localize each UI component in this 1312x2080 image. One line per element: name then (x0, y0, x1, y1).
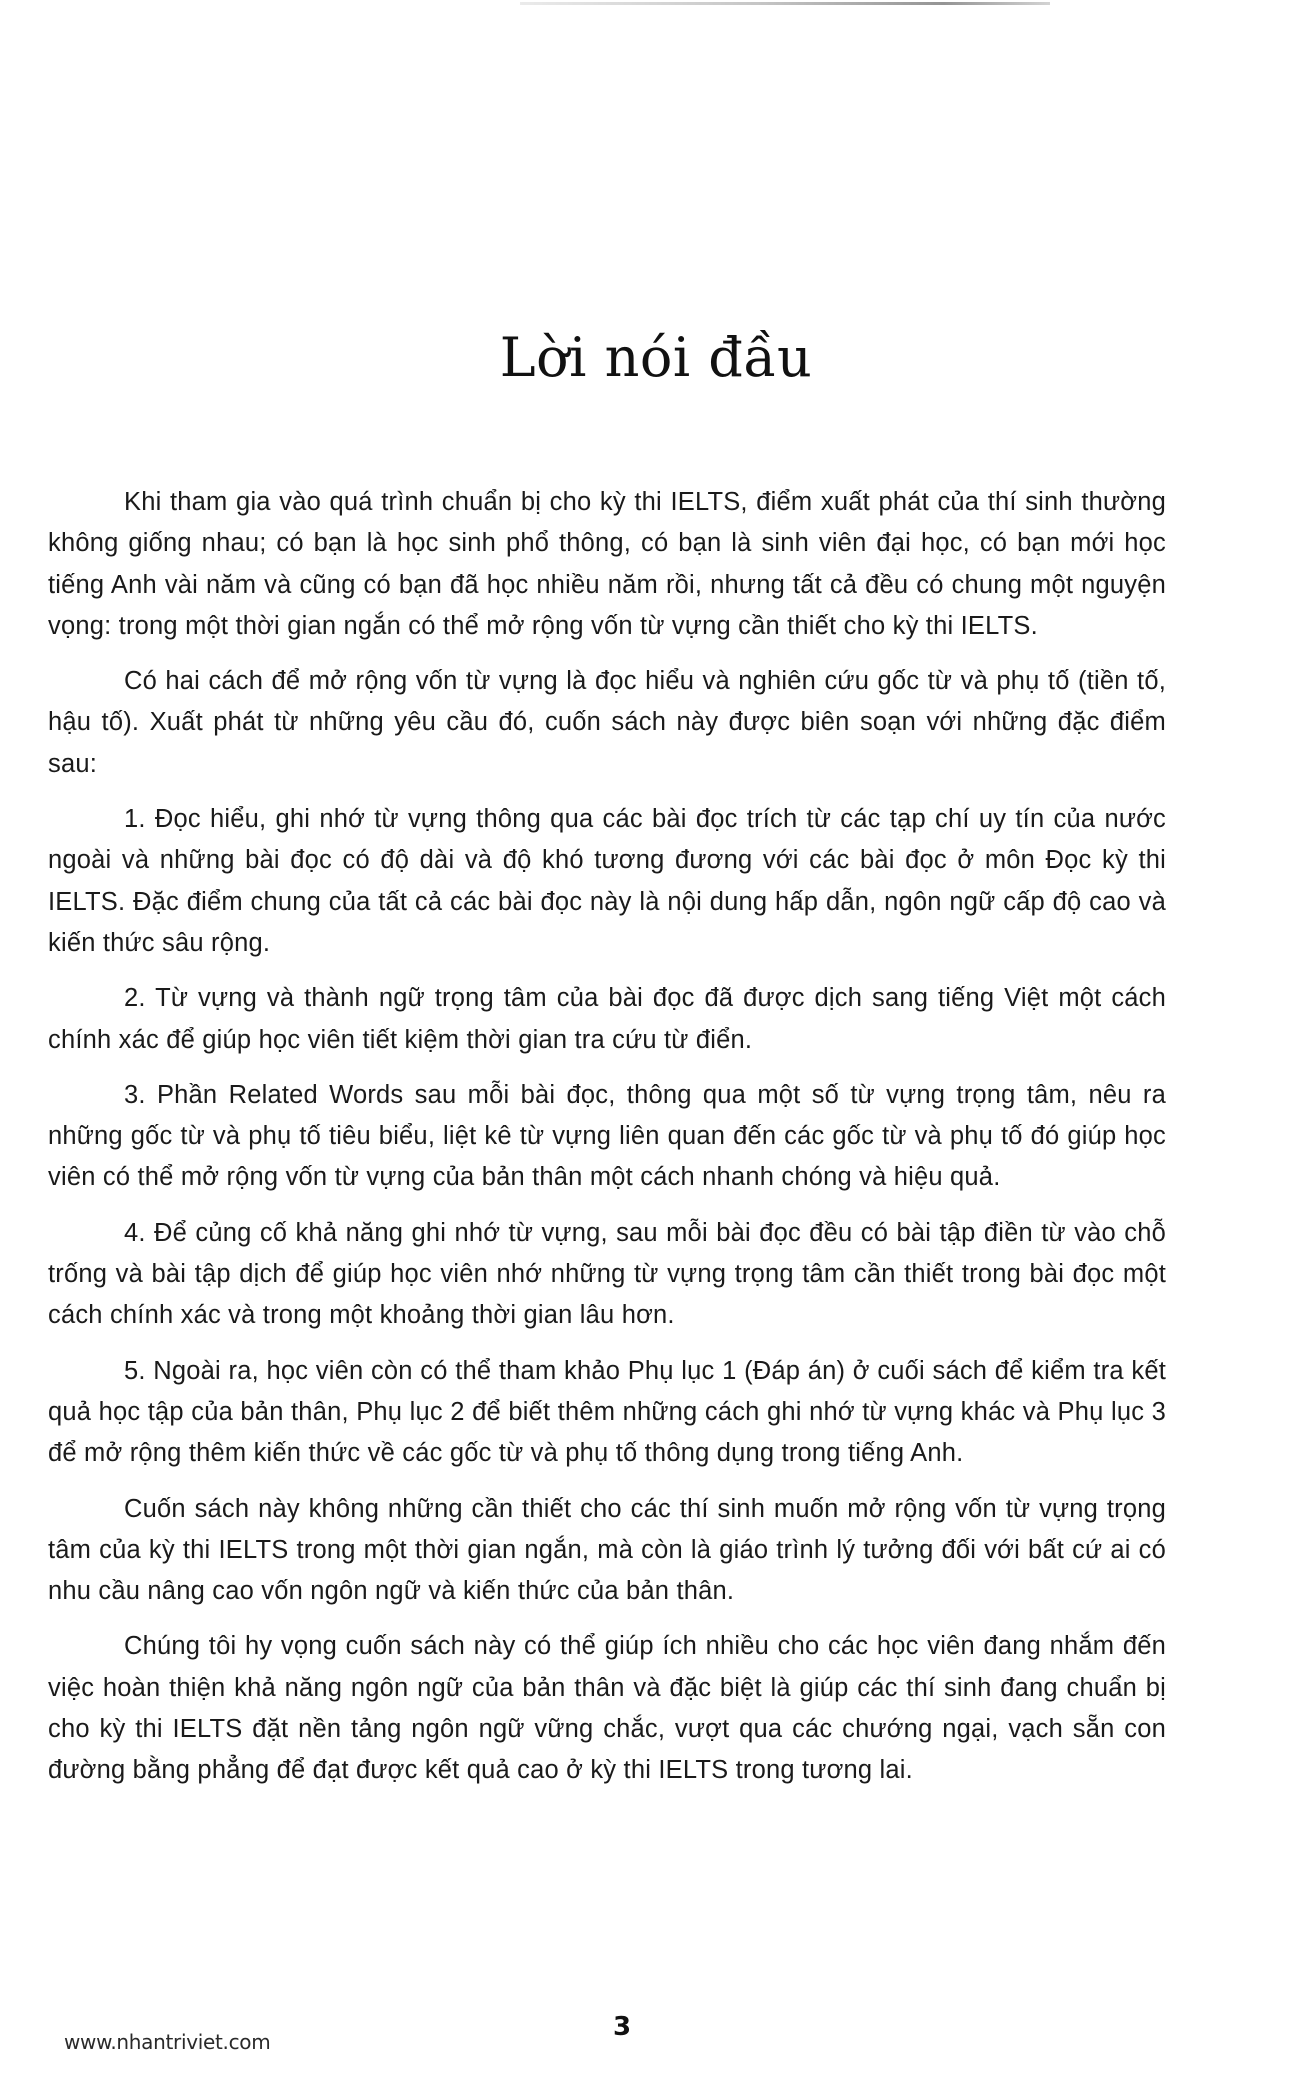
paragraph-audience: Cuốn sách này không những cần thiết cho các thí sinh muốn mở rộng vốn từ vựng trọng tâm của kỳ thi IELTS trong một thời gian ngắn, mà còn là giáo trình lý tưởng đối với bất cứ ai có nhu cầu nâng cao vốn ngôn ngữ và kiến thức của bản thân. (48, 1494, 1166, 1606)
page-number: 3 (613, 2012, 632, 2042)
preface-body (48, 482, 1166, 1806)
list-item-5: 5. Ngoài ra, học viên còn có thể tham khảo Phụ lục 1 (Đáp án) ở cuối sách để kiểm tra kết quả học tập của bản thân, Phụ lục 2 để biết thêm những cách ghi nhớ từ vựng khác và Phụ lục 3 để mở rộng thêm kiến thức về các gốc từ và phụ tố thông dụng trong tiếng Anh. (48, 1356, 1166, 1468)
list-item-1: 1. Đọc hiểu, ghi nhớ từ vựng thông qua các bài đọc trích từ các tạp chí uy tín của nước ngoài và những bài đọc có độ dài và độ khó tương đương với các bài đọc ở môn Đọc kỳ thi IELTS. Đặc điểm chung của tất cả các bài đọc này là nội dung hấp dẫn, ngôn ngữ cấp độ cao và kiến thức sâu rộng. (48, 805, 1166, 957)
scan-artifact-line (520, 2, 1050, 5)
paragraph-intro: Khi tham gia vào quá trình chuẩn bị cho kỳ thi IELTS, điểm xuất phát của thí sinh thường không giống nhau; có bạn là học sinh phổ thông, có bạn là sinh viên đại học, có bạn mới học tiếng Anh vài năm và cũng có bạn đã học nhiều năm rồi, nhưng tất cả đều có chung một nguyện vọng: trong một thời gian ngắn có thể mở rộng vốn từ vựng cần thiết cho kỳ thi IELTS. (48, 488, 1166, 640)
page-title: Lời nói đầu (499, 326, 813, 389)
paragraph-closing: Chúng tôi hy vọng cuốn sách này có thể giúp ích nhiều cho các học viên đang nhắm đến việc hoàn thiện khả năng ngôn ngữ của bản thân và đặc biệt là giúp các thí sinh đang chuẩn bị cho kỳ thi IELTS đặt nền tảng ngôn ngữ vững chắc, vượt qua các chướng ngại, vạch sẵn con đường bằng phẳng để đạt được kết quả cao ở kỳ thi IELTS trong tương lai. (48, 1632, 1166, 1785)
paragraph-methods: Có hai cách để mở rộng vốn từ vựng là đọc hiểu và nghiên cứu gốc từ và phụ tố (tiền tố, hậu tố). Xuất phát từ những yêu cầu đó, cuốn sách này được biên soạn với những đặc điểm sau: (48, 667, 1166, 778)
list-item-2: 2. Từ vựng và thành ngữ trọng tâm của bài đọc đã được dịch sang tiếng Việt một cách chính xác để giúp học viên tiết kiệm thời gian tra cứu từ điển. (48, 984, 1166, 1054)
list-item-3: 3. Phần Related Words sau mỗi bài đọc, thông qua một số từ vựng trọng tâm, nêu ra những gốc từ và phụ tố tiêu biểu, liệt kê từ vựng liên quan đến các gốc từ và phụ tố đó giúp học viên có thể mở rộng vốn từ vựng của bản thân một cách nhanh chóng và hiệu quả. (48, 1080, 1166, 1192)
footer-website: www.nhantriviet.com (64, 2030, 271, 2054)
list-item-4: 4. Để củng cố khả năng ghi nhớ từ vựng, sau mỗi bài đọc đều có bài tập điền từ vào chỗ trống và bài tập dịch để giúp học viên nhớ những từ vựng trọng tâm cần thiết trong bài đọc một cách chính xác và trong một khoảng thời gian lâu hơn. (48, 1218, 1166, 1330)
